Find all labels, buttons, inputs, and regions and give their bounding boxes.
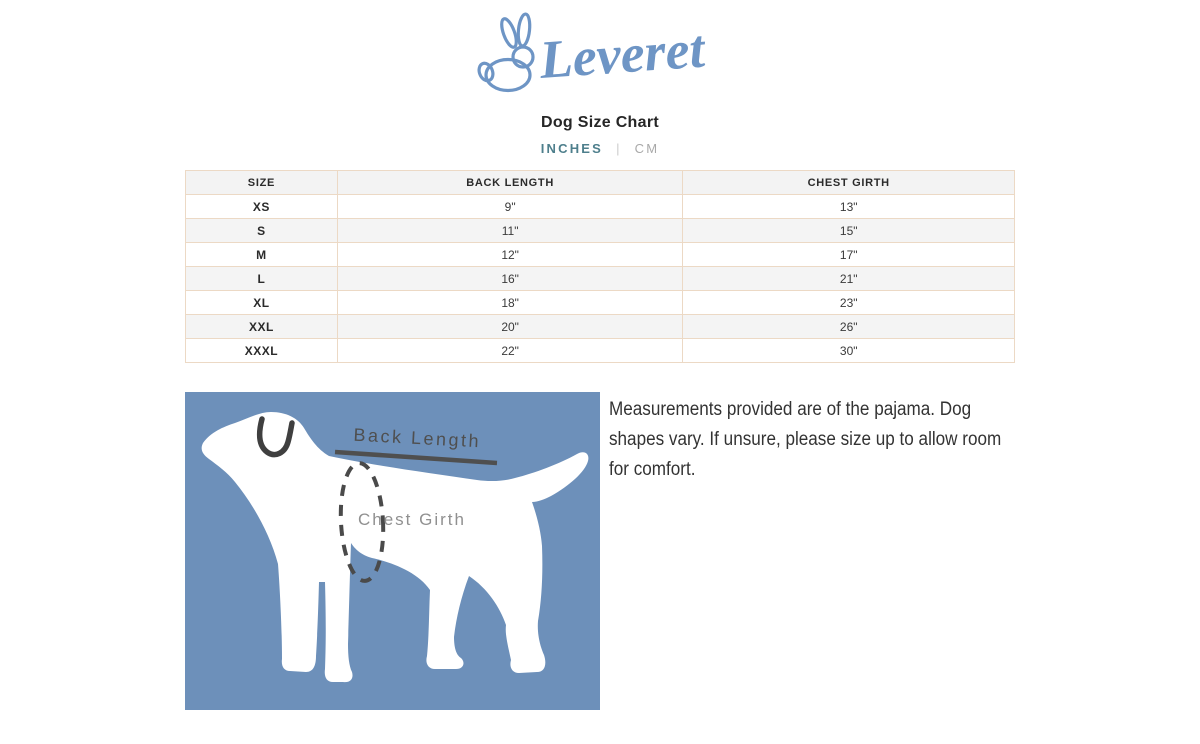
cell-size: S [186,219,338,243]
table-row-m [186,243,1015,267]
cell-chest-girth: 21" [683,267,1015,291]
cell-chest-girth: 15" [683,219,1015,243]
size-chart-table [185,170,1015,363]
cell-chest-girth: 17" [683,243,1015,267]
cell-back-length: 9" [337,195,683,219]
unit-toggle [185,141,1015,156]
chest-girth-label: Chest Girth [358,510,466,529]
dog-diagram-image [185,392,600,710]
table-header-row [186,171,1015,195]
column-header-back-length: BACK LENGTH [337,171,683,195]
back-length-label: Back Length [353,424,482,452]
cell-chest-girth: 23" [683,291,1015,315]
sizing-note-line: for comfort. [609,459,696,480]
brand-logo [185,0,1015,100]
cell-size: XXXL [186,339,338,363]
cell-size: M [186,243,338,267]
table-row-l [186,267,1015,291]
cell-back-length: 16" [337,267,683,291]
table-row-xl [186,291,1015,315]
cell-back-length: 18" [337,291,683,315]
sizing-note-line: shapes vary. If unsure, please size up to allow room [609,429,1002,450]
table-row-s [186,219,1015,243]
brand-wordmark: Leveret [537,18,707,90]
sizing-note [609,392,1001,710]
cell-back-length: 12" [337,243,683,267]
unit-inches-link[interactable]: INCHES [540,141,604,156]
page-title: Dog Size Chart [541,114,659,131]
unit-cm-link[interactable]: CM [634,141,660,156]
cell-chest-girth: 30" [683,339,1015,363]
cell-size: XS [186,195,338,219]
column-header-chest-girth: CHEST GIRTH [683,171,1015,195]
column-header-size: SIZE [186,171,338,195]
sizing-note-line: Measurements provided are of the pajama. Dog [609,399,972,420]
unit-divider: | [616,141,622,156]
cell-chest-girth: 26" [683,315,1015,339]
cell-size: XXL [186,315,338,339]
cell-back-length: 20" [337,315,683,339]
cell-size: XL [186,291,338,315]
table-row-xxxl [186,339,1015,363]
dog-measurement-diagram [185,392,600,710]
leveret-logo [475,6,725,98]
table-row-xxl [186,315,1015,339]
cell-back-length: 11" [337,219,683,243]
cell-back-length: 22" [337,339,683,363]
table-row-xs [186,195,1015,219]
cell-size: L [186,267,338,291]
cell-chest-girth: 13" [683,195,1015,219]
bunny-icon [477,14,533,91]
